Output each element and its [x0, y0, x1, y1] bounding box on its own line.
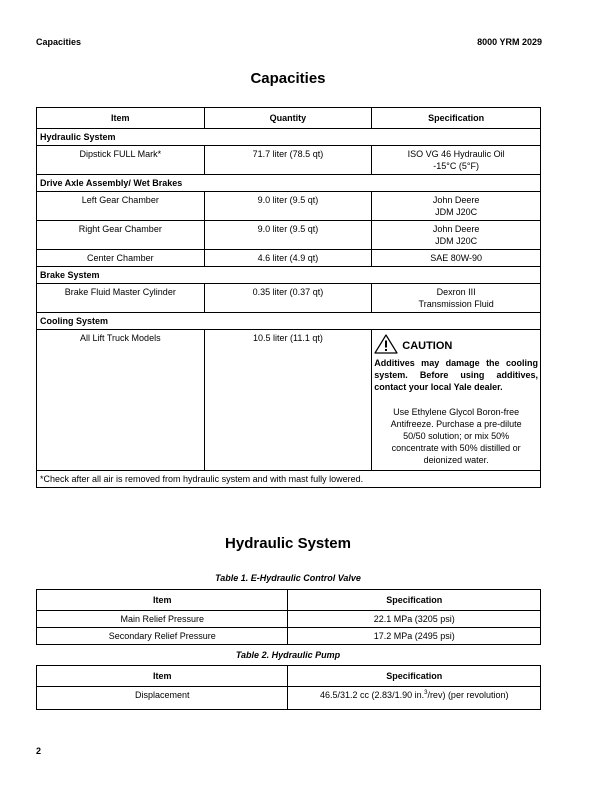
spec-line: JDM J20C [435, 207, 478, 217]
spec-text: 46.5/31.2 cc (2.83/1.90 in. [320, 690, 425, 700]
table-row [37, 330, 541, 471]
specification-cell [372, 284, 541, 313]
section-row-cooling [37, 313, 541, 330]
section-row-brake [37, 267, 541, 284]
specification-cell: SAE 80W-90 [372, 250, 541, 267]
spec-text: /rev) (per revolution) [427, 690, 509, 700]
spec-line: -15°C (5°F) [433, 161, 479, 171]
table-row [37, 250, 541, 267]
caution-title: CAUTION [402, 339, 453, 352]
spec-line: Dexron III [436, 287, 476, 297]
item-cell: Right Gear Chamber [37, 221, 205, 250]
table-row [37, 628, 541, 645]
caution-body: Additives may damage the cooling system. Before using additives, contact your local Yale dealer. [374, 358, 538, 392]
spec-line: Transmission Fluid [418, 299, 494, 309]
caution-header [374, 334, 538, 357]
column-header-specification: Specification [288, 666, 541, 687]
footnote: *Check after all air is removed from hydraulic system and with mast fully lowered. [37, 471, 541, 488]
table-row [37, 221, 541, 250]
specification-cell [372, 221, 541, 250]
table-header-row [37, 666, 541, 687]
header-doc-number: 8000 YRM 2029 [477, 37, 542, 47]
quantity-cell: 71.7 liter (78.5 qt) [204, 146, 372, 175]
quantity-cell: 9.0 liter (9.5 qt) [204, 192, 372, 221]
section-label: Brake System [37, 267, 541, 284]
spec-line: ISO VG 46 Hydraulic Oil [407, 149, 505, 159]
column-header-item: Item [37, 108, 205, 129]
column-header-quantity: Quantity [204, 108, 372, 129]
item-cell: Dipstick FULL Mark* [37, 146, 205, 175]
table-row [37, 687, 541, 710]
quantity-cell: 0.35 liter (0.37 qt) [204, 284, 372, 313]
item-cell: All Lift Truck Models [37, 330, 205, 471]
section-label: Cooling System [37, 313, 541, 330]
table-row [37, 284, 541, 313]
specification-cell: 17.2 MPa (2495 psi) [288, 628, 541, 645]
table-row [37, 611, 541, 628]
item-cell: Displacement [37, 687, 288, 710]
page-title-capacities: Capacities [250, 70, 326, 87]
warning-triangle-icon [374, 334, 398, 357]
section-row-drive-axle [37, 175, 541, 192]
specification-cell [288, 687, 541, 710]
specification-cell [372, 192, 541, 221]
item-cell: Center Chamber [37, 250, 205, 267]
item-cell: Brake Fluid Master Cylinder [37, 284, 205, 313]
column-header-item: Item [37, 590, 288, 611]
specification-cell [372, 330, 541, 471]
spec-superscript: 3 [424, 690, 428, 696]
section-label: Hydraulic System [37, 129, 541, 146]
page-number: 2 [36, 746, 42, 756]
spec-line: John Deere [432, 195, 480, 205]
section-label: Drive Axle Assembly/ Wet Brakes [37, 175, 541, 192]
capacities-table [36, 107, 541, 488]
coolant-note: Use Ethylene Glycol Boron-free Antifreeze. Purchase a pre-dilute 50/50 solution; or mix 50% concentrate with 50% distilled or deionized water. [390, 407, 522, 465]
table-row [37, 146, 541, 175]
column-header-item: Item [37, 666, 288, 687]
control-valve-table [36, 589, 541, 645]
capacities-header-row [37, 108, 541, 129]
spec-line: JDM J20C [435, 236, 478, 246]
section-row-hydraulic [37, 129, 541, 146]
quantity-cell: 4.6 liter (4.9 qt) [204, 250, 372, 267]
table1-caption: Table 1. E-Hydraulic Control Valve [215, 573, 361, 583]
hydraulic-pump-table [36, 665, 541, 710]
header-section-title: Capacities [36, 37, 82, 47]
item-cell: Secondary Relief Pressure [37, 628, 288, 645]
quantity-cell: 10.5 liter (11.1 qt) [204, 330, 372, 471]
item-cell: Main Relief Pressure [37, 611, 288, 628]
column-header-specification: Specification [372, 108, 541, 129]
quantity-cell: 9.0 liter (9.5 qt) [204, 221, 372, 250]
specification-cell: 22.1 MPa (3205 psi) [288, 611, 541, 628]
table-header-row [37, 590, 541, 611]
item-cell: Left Gear Chamber [37, 192, 205, 221]
specification-cell [372, 146, 541, 175]
footnote-row [37, 471, 541, 488]
table-row [37, 192, 541, 221]
column-header-specification: Specification [288, 590, 541, 611]
spec-line: John Deere [432, 224, 480, 234]
table2-caption: Table 2. Hydraulic Pump [235, 650, 341, 660]
section-title-hydraulic: Hydraulic System [225, 535, 351, 552]
